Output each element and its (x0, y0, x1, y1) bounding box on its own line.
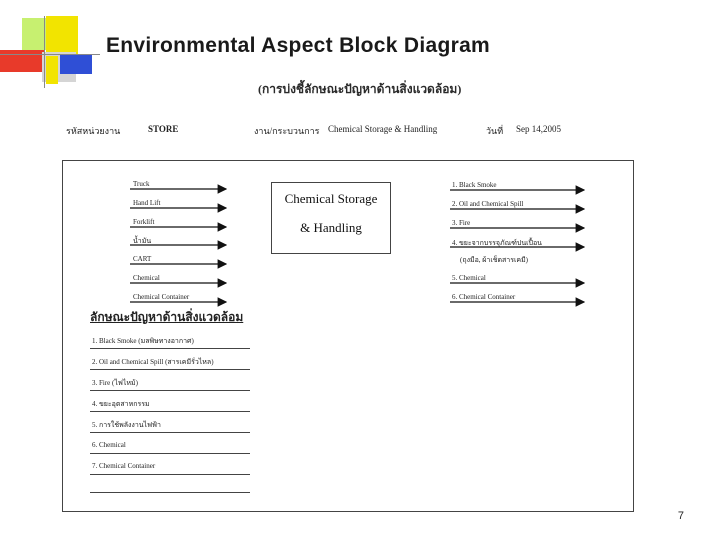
divider (90, 492, 250, 493)
output-label: 2. Oil and Chemical Spill (452, 200, 524, 208)
aspect-item: 3. Fire (ไฟไหม้) (92, 379, 138, 387)
divider (90, 432, 250, 433)
aspect-item: 1. Black Smoke (มลพิษทางอากาศ) (92, 337, 194, 345)
task-label: งาน/กระบวนการ (254, 126, 320, 136)
page-title: Environmental Aspect Block Diagram (106, 34, 491, 57)
aspect-item: 2. Oil and Chemical Spill (สารเคมีรั่วไหล) (92, 358, 214, 366)
output-label: 6. Chemical Container (452, 293, 516, 301)
output-label: 1. Black Smoke (452, 181, 497, 189)
process-box (271, 182, 391, 254)
input-label: Chemical (133, 274, 160, 282)
process-label-line1: Chemical Storage (284, 191, 378, 206)
date-label: วันที่ (486, 126, 504, 136)
divider (90, 369, 250, 370)
task-value: Chemical Storage & Handling (328, 124, 438, 134)
aspect-item: 5. การใช้พลังงานไฟฟ้า (92, 421, 161, 429)
input-label: น้ำมัน (133, 237, 152, 245)
aspect-item: 6. Chemical (92, 441, 126, 449)
page-number: 7 (677, 510, 684, 522)
input-label: CART (133, 255, 152, 263)
input-label: Forklift (133, 218, 155, 226)
input-label: Chemical Container (133, 293, 190, 301)
divider (90, 474, 250, 475)
aspect-item: 4. ขยะอุตสาหกรรม (92, 400, 150, 408)
output-label: 4. ขยะจากบรรจุภัณฑ์ปนเปื้อน (452, 239, 542, 247)
output-label-note: (ถุงมือ, ผ้าเช็ดสารเคมี) (460, 256, 529, 264)
output-label: 5. Chemical (452, 274, 486, 282)
date-value: Sep 14,2005 (516, 124, 561, 134)
input-label: Hand Lift (133, 199, 161, 207)
aspect-item: 7. Chemical Container (92, 462, 156, 470)
divider (90, 390, 250, 391)
output-label: 3. Fire (452, 219, 471, 227)
divider (90, 453, 250, 454)
process-label-line2: & Handling (300, 220, 362, 235)
divider (90, 411, 250, 412)
dept-label: รหัสหน่วยงาน (66, 126, 121, 136)
page-subtitle: (การบ่งชี้ลักษณะปัญหาด้านสิ่งแวดล้อม) (258, 82, 462, 96)
aspects-title: ลักษณะปัญหาด้านสิ่งแวดล้อม (90, 310, 244, 324)
input-label: Truck (133, 180, 150, 188)
dept-value: STORE (148, 124, 179, 134)
divider (90, 348, 250, 349)
